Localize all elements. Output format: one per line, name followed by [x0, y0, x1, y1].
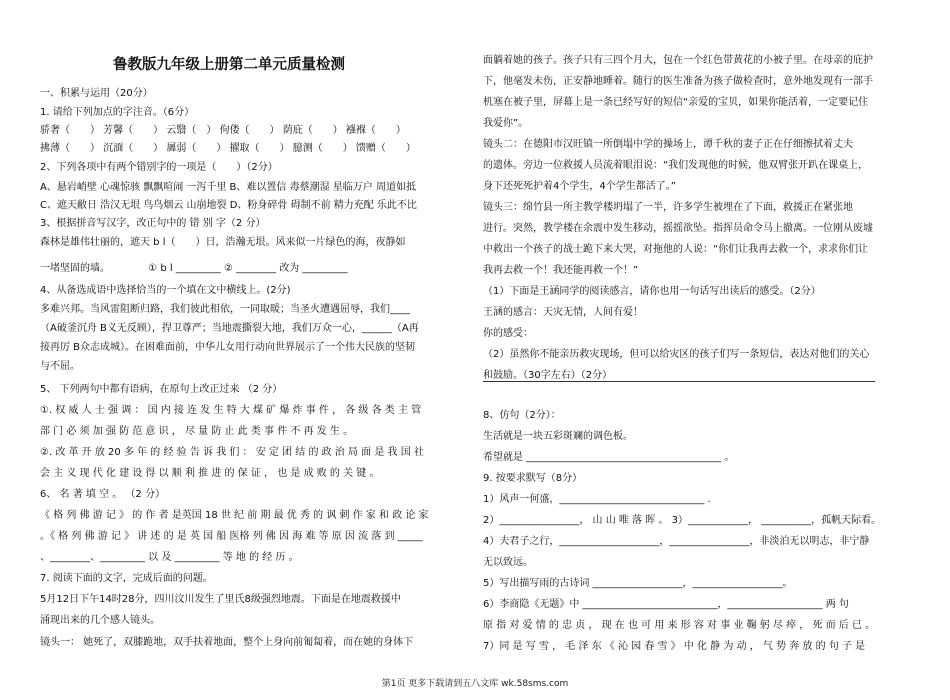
sub-question-1: （1）下面是王涵同学的阅读感言，请你也用一句话写出读后的感受。（2分）: [483, 286, 821, 297]
text-line: 镜头一： 她死了，双膝跪地，双手扶着地面，整个上身向前匍匐着，而在她的身体下: [40, 637, 414, 648]
text-line: 一堵坚固的墙。 ① b l _________ ② ________ 改为 _________: [40, 263, 348, 274]
page-footer: 第1页 更多下载请到五八文库 wk.58sms.com: [381, 679, 569, 689]
text-line: 中救出一个孩子的战士跪下来大哭，对拖他的人说：“你们让我再去救一个，求求你们让: [483, 244, 869, 255]
text-line: ①. 权 威 人 士 强 调 ： 国 内 接 连 发 生 特 大 煤 矿 爆 炸 事 件 ， 各 级 各 类 主 管: [40, 405, 422, 416]
question-7: 7. 阅读下面的文字，完成后面的问题。: [40, 573, 213, 584]
text-line: 骄奢（ ） 芳馨（ ） 云翳（ ） 佝偻（ ） 荫庇（ ） 襁褓（ ）: [40, 125, 406, 136]
text-line: 与不屈。: [40, 361, 80, 372]
text-line: 7）同 是 写 雪 ， 毛 泽 东 《 沁 园 春 雪 》 中 化 静 为 动 ， 气 势 奔 放 的 句 子 是: [483, 641, 866, 652]
text-line: 下，他毫发未伤，正安静地睡着。随行的医生准备为孩子做检查时，意外地发现有一部手: [483, 76, 873, 87]
text-line: 进行。突然，教学楼在余震中发生移动，摇摇欲坠。指挥员命令马上撤离。一位刚从废墟: [483, 223, 873, 234]
text-line: 4）夫君子之行，____________________，________________，非淡泊无以明志，非宁静: [483, 536, 870, 547]
text-line: 森林是雄伟壮丽的，遮天 b l（ ）日，浩瀚无垠。风来似一片绿色的海，夜静如: [40, 237, 406, 248]
text-line: 你的感受：: [483, 328, 533, 339]
text-line: 5月12日下午14时28分，四川汶川发生了里氏8级强烈地震。下面是在地震救援中: [40, 594, 401, 605]
text-line: 镜头三：绵竹县一所主教学楼坍塌了一半，许多学生被埋在了下面，救援正在紧张地: [483, 202, 853, 213]
text-line: 会 主 义 现 代 化 建 设 得 以 顺 利 推 进 的 保 证 ， 也 是 成 败 的 关 键 。: [40, 468, 380, 479]
text-line: C、遮天敝日 浩汉无垠 鸟鸟烟云 山崩地裂 D、粉身碎骨 碍制不前 精力充配 乐此不比: [40, 200, 417, 211]
text-line: 1）风声一何盛，_____________________________ .: [483, 494, 711, 505]
text-line: 身下还死死护着4个学生，4个学生都活了。”: [483, 181, 676, 192]
text-line: 机塞在被子里，屏幕上是一条已经写好的短信“亲爱的宝贝，如果你能活着，一定要记住: [483, 97, 869, 108]
text-line: 面躺着她的孩子。孩子只有三四个月大，包在一个红色带黄花的小被子里。在母亲的庇护: [483, 55, 873, 66]
text-line: 接再厉 B众志成城）。在困难面前，中华儿女用行动向世界展示了一个伟大民族的坚韧: [40, 342, 416, 353]
text-line: 2）________________， 山 山 唯 落 晖 。 3）____________， __________，孤帆天际看。: [483, 515, 882, 526]
text-line: 《 格 列 佛 游 记 》 的 作 者 是英国 18 世 纪 前 期 最 优 秀 的 讽 刺 作 家 和 政 论 家: [40, 510, 429, 521]
text-line: 部 门 必 须 加 强 防 范 意 识 ， 尽 量 防 止 此 类 事 件 不 再 发 生 。: [40, 426, 354, 437]
question-2: 2、下列各项中有两个错别字的一项是（ ）（2分）: [40, 162, 278, 173]
text-line: 无以致远。: [483, 557, 533, 568]
text-line: 希望就是 _______________________________________ 。: [483, 452, 735, 463]
section-heading: 一、积累与运用（20分）: [40, 88, 153, 99]
question-8: 8、仿句（2分）：: [483, 410, 561, 421]
text-line: 镜头二：在德阳市汉旺镇一所倒塌中学的操场上，谭千秋的妻子正在仔细擦拭着丈夫: [483, 139, 853, 150]
answer-line: [483, 381, 875, 382]
sub-question-2: （2）虽然你不能亲历救灾现场，但可以给灾区的孩子们写一条短信，表达对他们的关心: [483, 349, 870, 360]
question-4: 4、从备选成语中选择恰当的一个填在文中横线上。(2分): [40, 285, 291, 296]
text-line: 我爱你”。: [483, 118, 529, 129]
text-line: 6）李商隐《无题》中 ___________________________，___________________ 两 句: [483, 599, 849, 610]
text-line: 多难兴邦。当风雷阻断归路，我们彼此相依，一同取暖；当圣火遭遇屈辱，我们____: [40, 304, 410, 315]
exam-title: 鲁教版九年级上册第二单元质量检测: [113, 56, 345, 73]
text-line: 和鼓励。（30字左右）（2分）: [483, 370, 613, 381]
text-line: ②. 改 革 开 放 20 多 年 的 经 验 告 诉 我 们 ： 安 定 团 结 的 政 治 局 面 是 我 国 社: [40, 447, 424, 458]
text-line: 的遗体。旁边一位救援人员流着眼泪说：“我们发现他的时候，他双臂张开趴在课桌上，: [483, 160, 869, 171]
question-5: 5、 下列两句中都有语病，在原句上改正过来 （2 分）: [40, 384, 283, 395]
text-line: 生活就是一块五彩斑斓的调色板。: [483, 431, 633, 442]
text-line: 我再去救一个！我还能再救一个！”: [483, 265, 639, 276]
text-line: （A破釜沉舟 B义无反顾），捍卫尊严；当地震撕裂大地，我们万众一心，______（A再: [40, 323, 419, 334]
text-line: 涌现出来的几个感人镜头。: [40, 615, 160, 626]
question-1: 1. 请给下列加点的字注音。（6分）: [40, 107, 195, 118]
text-line: 5）写出描写雨的古诗词 __________________，__________________。: [483, 578, 793, 589]
question-9: 9. 按要求默写（8分）: [483, 473, 583, 484]
text-line: 拂薄（ ） 沉湎（ ） 羼弱（ ） 擢取（ ） 臆测（ ） 馈赠（ ）: [40, 143, 416, 154]
question-6: 6、 名 著 填 空 。 （2 分）: [40, 489, 165, 500]
text-line: 王涵的感言：天灾无情，人间有爱！: [483, 307, 643, 318]
text-line: 、________、_________ 以 及 _________ 等 地 的 经 历 。: [40, 552, 299, 563]
question-3: 3、根据拼音写汉字，改正句中的 错 别 字（2 分）: [40, 218, 266, 229]
text-line: 。《 格 列 佛 游 记 》 讲 述 的 是 英 国 船 医格 列 佛 因 海 难 等 原 因 流 落 到 _____: [40, 531, 423, 542]
text-line: A、悬岩峭壁 心魂惊骇 飘飘喧闹 一泻千里 B、难以置信 毒蔡潮湿 星临万户 周道如抵: [40, 182, 416, 193]
text-line: 原 指 对 爱 情 的 忠 贞 ， 现 在 也 可 用 来 形 容 对 事 业 鞠 躬 尽 瘁 ， 死 而 后 已 。: [483, 620, 876, 631]
